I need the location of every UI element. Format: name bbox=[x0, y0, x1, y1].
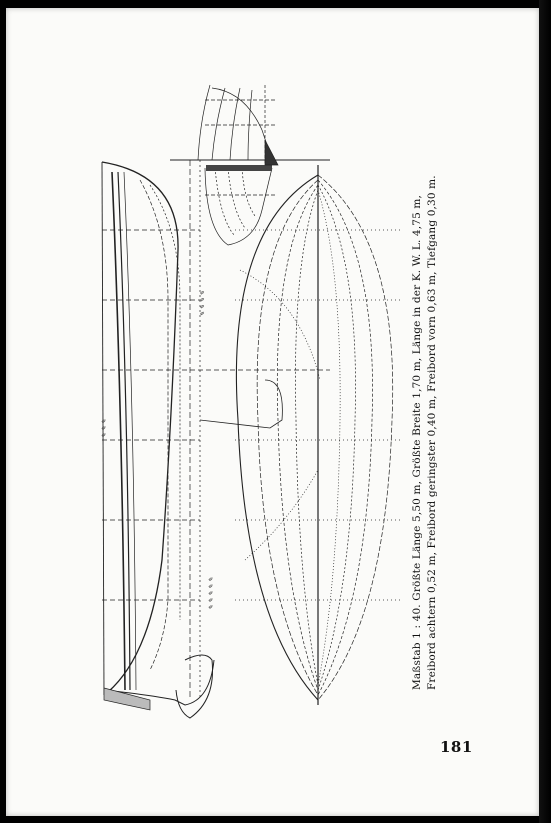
caption-line-2: Freibord achtern 0,52 m, Freibord geringster 0,40 m, Freibord vorn 0,63 m, Tiefgang 0,30 m. bbox=[426, 175, 438, 690]
half-breadth-plan bbox=[200, 165, 400, 705]
body-plan bbox=[170, 85, 330, 245]
profile-plan bbox=[102, 160, 330, 718]
handwritten-note-mid: ✎ ✎ ✎ bbox=[100, 419, 108, 438]
page-number: 181 bbox=[440, 738, 473, 756]
handwritten-note-bottom: ✎ ✎ ✎ ✎ ✎ bbox=[207, 577, 215, 610]
handwritten-note-top: ✎ ✎ ✎ ✎ bbox=[199, 290, 207, 317]
caption-line-1: Maßstab 1 : 40. Größte Länge 5,50 m, Größte Breite 1,70 m, Länge in der K. W. L. 4,75 m, bbox=[411, 195, 423, 690]
